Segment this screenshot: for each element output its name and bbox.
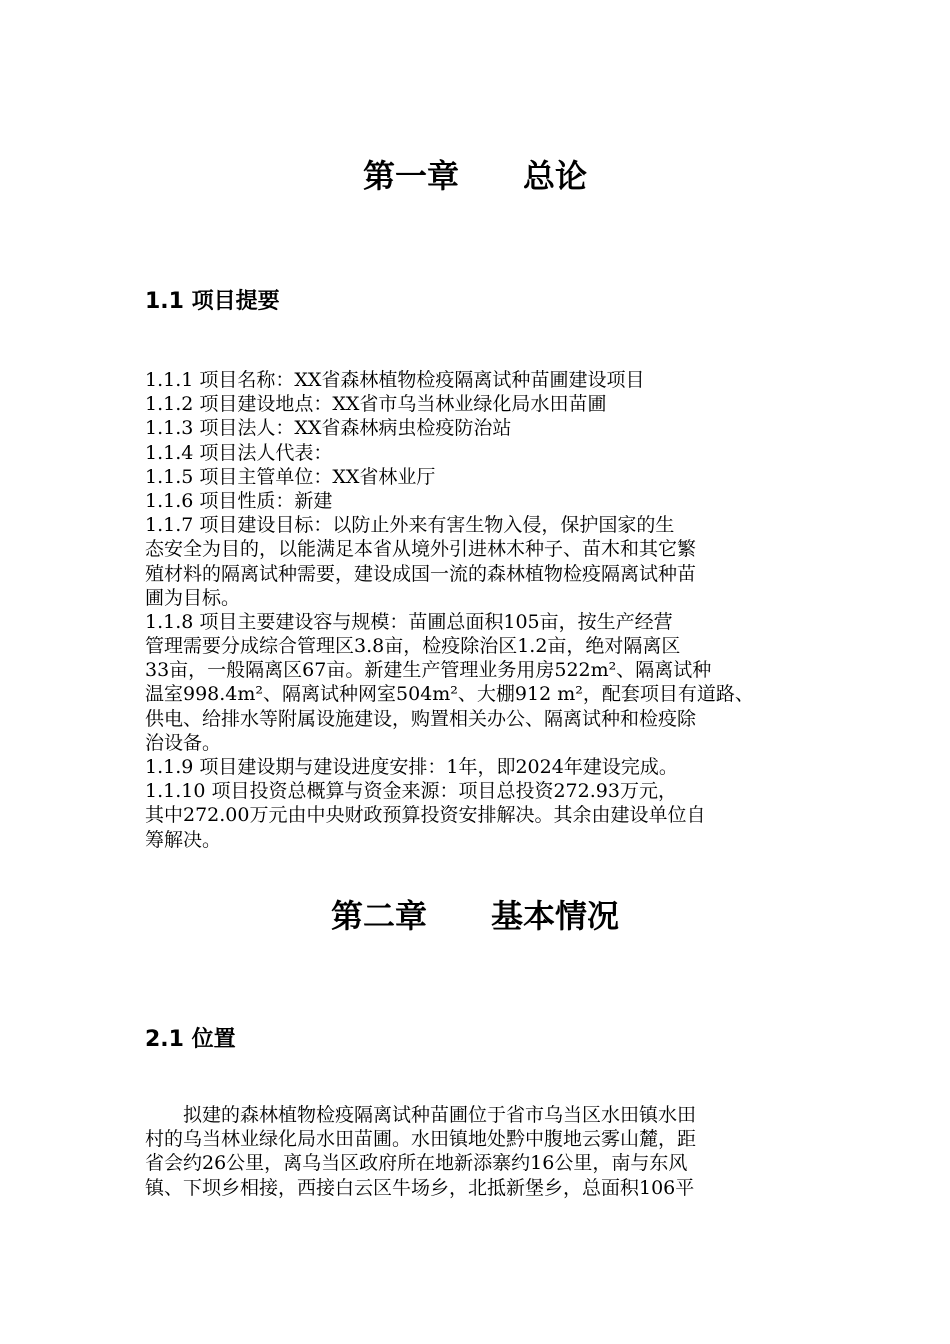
- item-1-1-8-line: 1.1.8 项目主要建设容与规模：苗圃总面积105亩，按生产经营: [145, 610, 673, 633]
- item-1-1-1-line: 1.1.1 项目名称：XX省森林植物检疫隔离试种苗圃建设项目: [145, 369, 645, 391]
- item-1-1-10-line: 其中272.00万元由中央财政预算投资安排解决。其余由建设单位自: [145, 804, 706, 827]
- paragraph-line: 拟建的森林植物检疫隔离试种苗圃位于省市乌当区水田镇水田: [145, 1104, 697, 1126]
- item-1-1-8-line: 供电、给排水等附属设施建设，购置相关办公、隔离试种和检疫除: [145, 707, 697, 730]
- item-1-1-7-line: 圃为目标。: [145, 586, 241, 609]
- item-1-1-8-line: 管理需要分成综合管理区3.8亩，检疫除治区1.2亩，绝对隔离区: [145, 635, 681, 658]
- item-1-1-2-line: 1.1.2 项目建设地点：XX省市乌当林业绿化局水田苗圃: [145, 393, 607, 416]
- paragraph-line: 省会约26公里，离乌当区政府所在地新添寨约16公里，南与东风: [145, 1152, 688, 1175]
- item-1-1-8-line: 33亩，一般隔离区67亩。新建生产管理业务用房522m²、隔离试种: [145, 659, 712, 682]
- item-1-1-10-line: 筹解决。: [145, 828, 222, 851]
- item-1-1-4-line: 1.1.4 项目法人代表：: [145, 441, 333, 464]
- item-1-1-10-line: 1.1.10 项目投资总概算与资金来源：项目总投资272.93万元，: [145, 780, 677, 803]
- item-1-1-6-line: 1.1.6 项目性质：新建: [145, 489, 333, 512]
- paragraph-line: 村的乌当林业绿化局水田苗圃。水田镇地处黔中腹地云雾山麓，距: [145, 1128, 697, 1151]
- section-2-1-paragraph: [145, 1103, 805, 1200]
- section-1-1-heading: 1.1 项目提要: [145, 289, 280, 314]
- item-1-1-9-line: 1.1.9 项目建设期与建设进度安排：1年，即2024年建设完成。: [145, 756, 678, 778]
- item-1-1-3-line: 1.1.3 项目法人：XX省森林病虫检疫防治站: [145, 417, 512, 440]
- chapter-2-title: 第二章 基本情况: [330, 897, 619, 935]
- chapter-1-title: 第一章 总论: [362, 157, 587, 195]
- section-1-1-body: [145, 368, 805, 852]
- item-1-1-7-line: 态安全为目的，以能满足本省从境外引进林木种子、苗木和其它繁: [145, 538, 697, 561]
- item-1-1-8-line: 治设备。: [145, 731, 222, 754]
- paragraph-line: 镇、下坝乡相接，西接白云区牛场乡，北抵新堡乡，总面积106平: [145, 1176, 695, 1199]
- section-2-1-heading: 2.1 位置: [145, 1027, 236, 1052]
- item-1-1-8-line: 温室998.4m²、隔离试种网室504m²、大棚912 m²，配套项目有道路、: [145, 683, 754, 706]
- item-1-1-7-line: 1.1.7 项目建设目标：以防止外来有害生物入侵，保护国家的生: [145, 514, 675, 537]
- item-1-1-5-line: 1.1.5 项目主管单位：XX省林业厅: [145, 465, 436, 488]
- item-1-1-7-line: 殖材料的隔离试种需要，建设成国一流的森林植物检疫隔离试种苗: [145, 562, 697, 585]
